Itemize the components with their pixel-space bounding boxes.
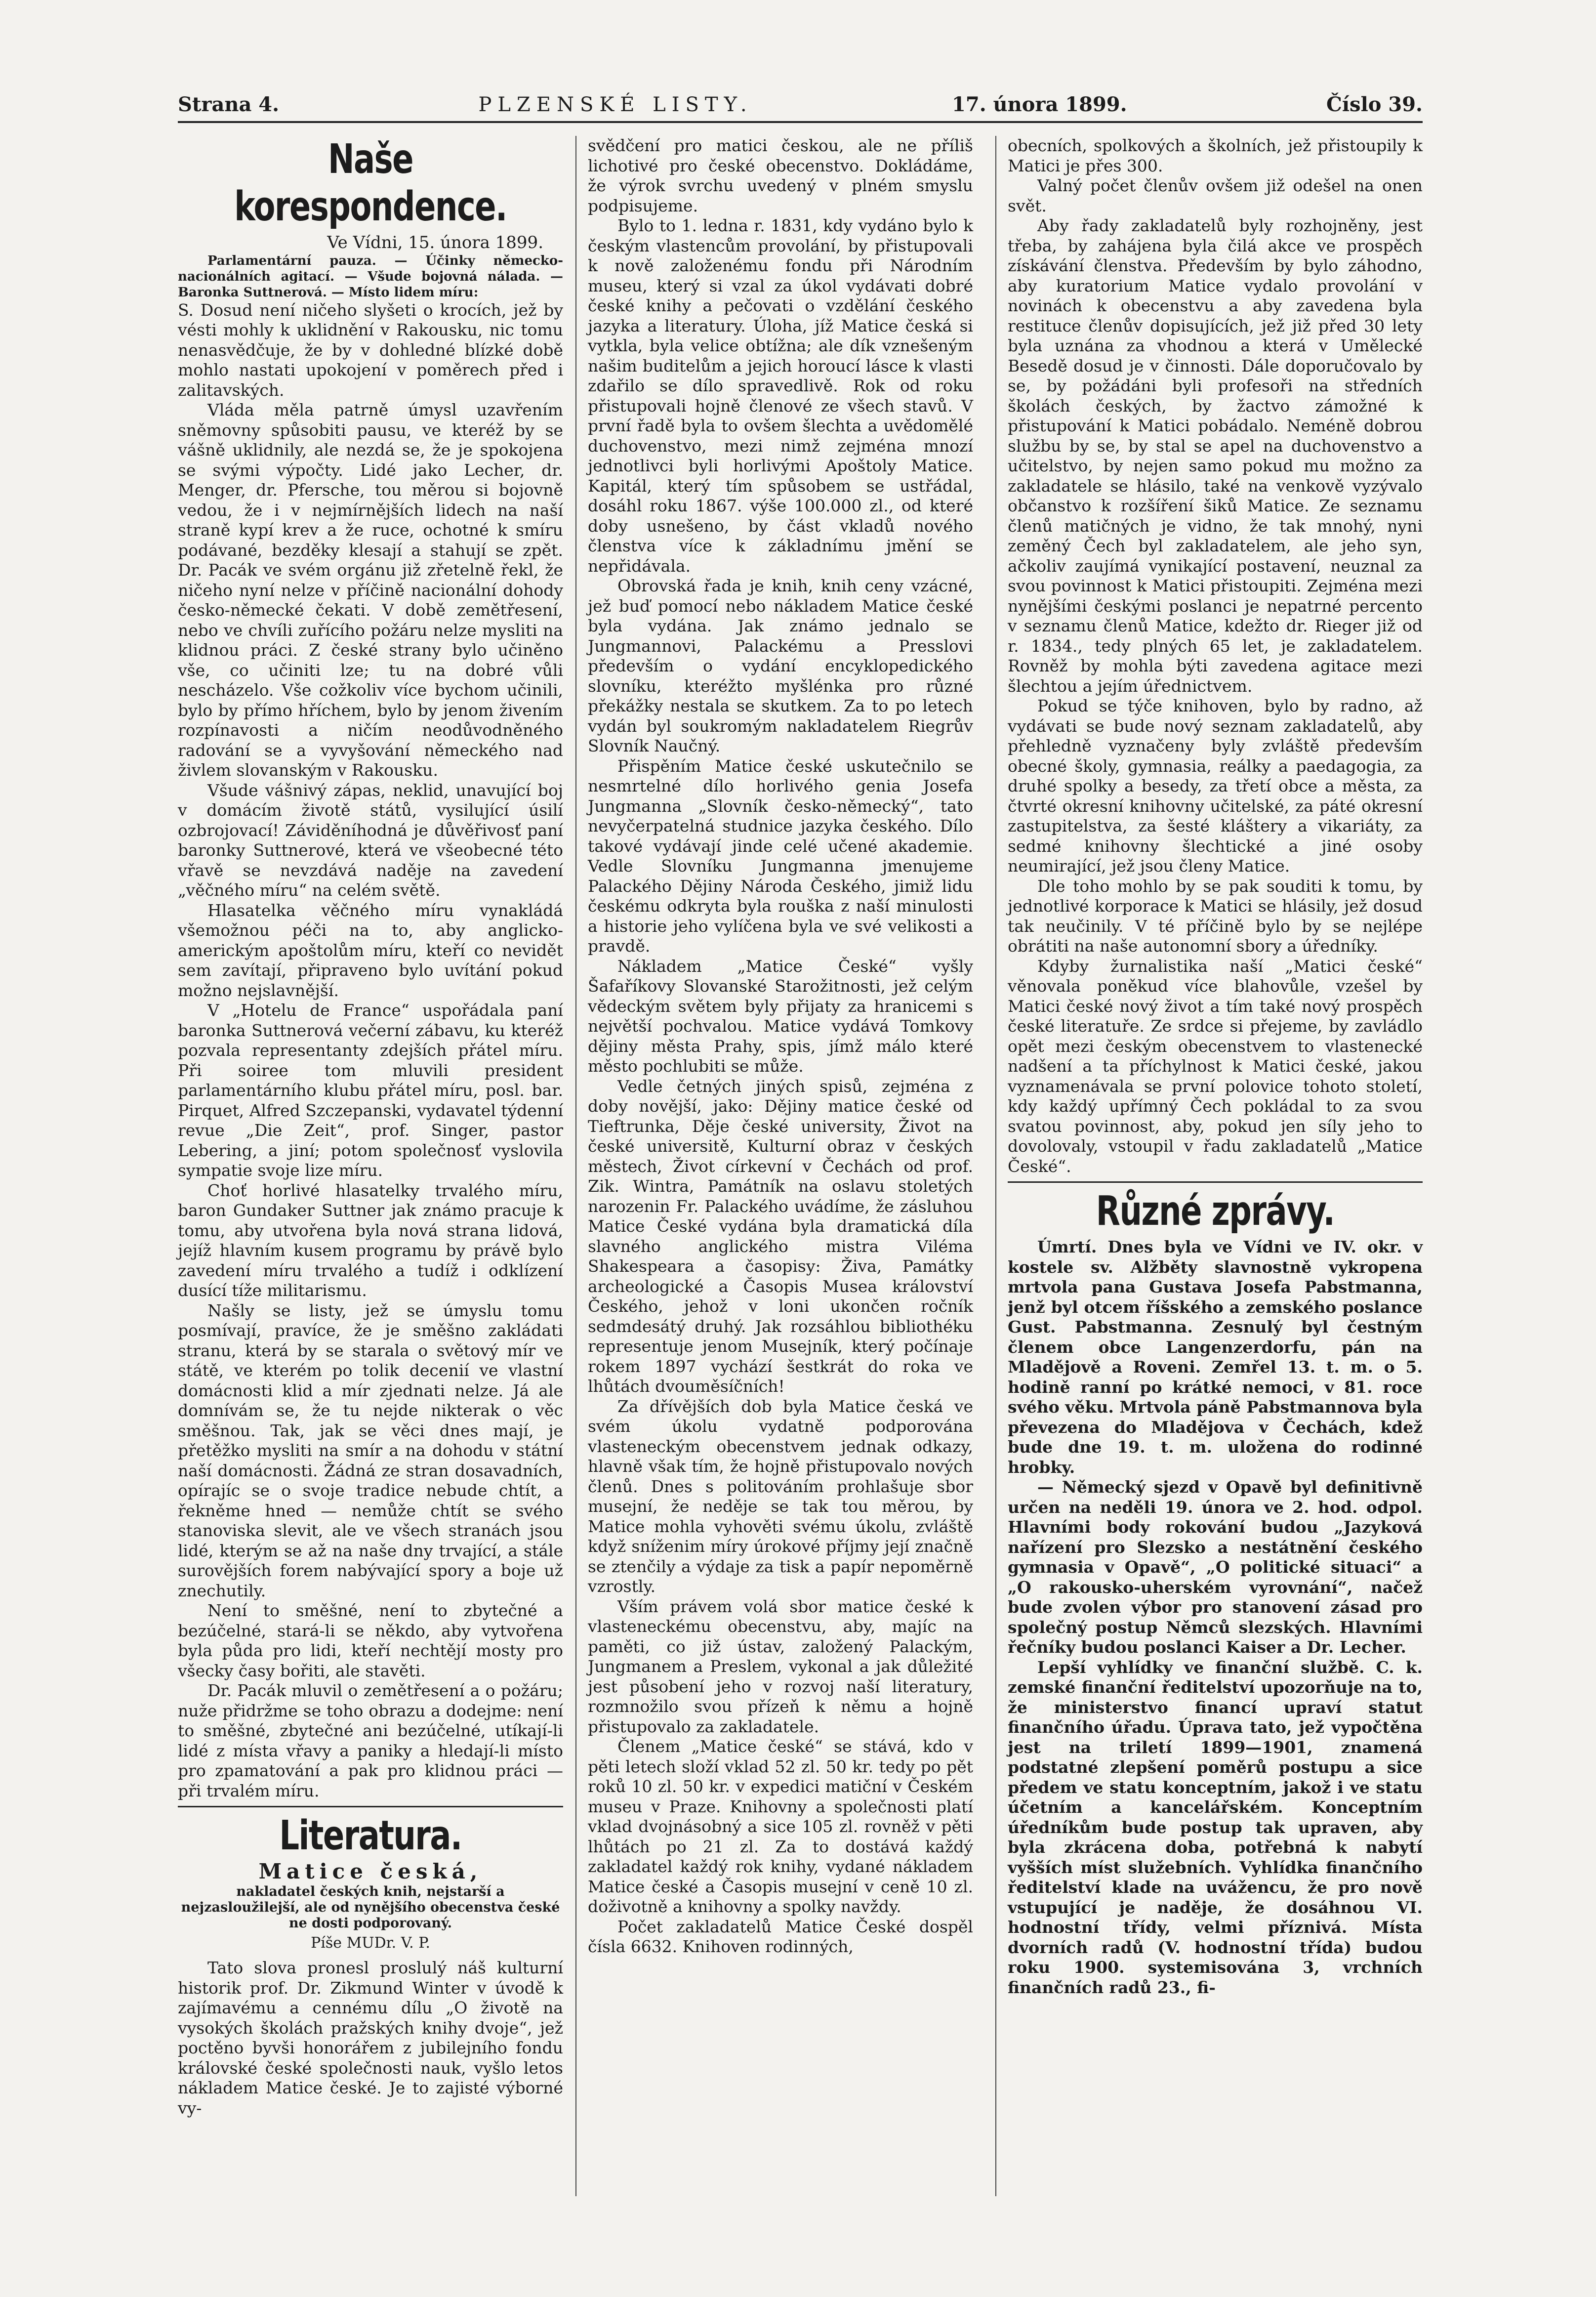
paragraph: Přispěním Matice české uskutečnilo se nesmrtelné dílo horlivého genia Josefa Jungmanna „Slovník česko-německý“, tato nevyčerpatelná studnice jazyka českého. Dílo takové vydávají jinde celé učené akademie. Vedle Slovníku Jungmanna jmenujeme Palackého Dějiny Národa Českého, jimiž lidu českému odkryta byla rouška z naší minulosti a historie jeho vylíčena byla ve své velikosti a pravdě. <box>588 756 973 956</box>
paragraph: Hlasatelka věčného míru vynakládá všemožnou péči na to, aby anglicko-americkým apoštolům míru, kteří co nevidět sem zavítají, připraveno bylo uvítání pokud možno nejslavnější. <box>178 900 563 1000</box>
paragraph: Valný počet členův ovšem již odešel na onen svět. <box>1008 176 1423 215</box>
column-rule <box>575 136 576 2196</box>
column-2 <box>588 136 973 1957</box>
paragraph: Aby řady zakladatelů byly rozhojněny, jest třeba, by zahájena byla čilá akce ve prospěch získávání členstva. Především by bylo záhodno, aby kuratorium Matice vydalo provolání v novinách k obecenstvu a aby zavedena byla restituce členův dopisujících, jež již před 30 lety byla uznána za vhodnou a která v Umělecké Besedě dosud je v činnosti. Dále doporučovalo by se, by požádáni byli profesoři na středních školách českých, by žactvo zámožné k přistupování k Matici pobádalo. Neméně dobrou službu by se, by stal se apel na duchovenstvo a učitelstvo, by nejen samo pokud mu možno za zakladatele se hlásilo, také na venkově vyzývalo občanstvo k rozšíření šiků Matice. Ze seznamu členů matičných je vidno, že tak mnohý, nyni zeměný Čech byl zakladatelem, ale jeho syn, ačkoliv zaujímá vynikající postavení, neuznal za svou povinnost k Matici přistoupiti. Zejména mezi nynějšími českými poslanci je nepatrné percento v seznamu členů Matice, kdežto dr. Rieger již od r. 1834., tedy plných 65 let, je zakladatelem. Rovněž by mohla býti zavedena agitace mezi šlechtou a jejím úřednictvem. <box>1008 216 1423 696</box>
paragraph: Pokud se týče knihoven, bylo by radno, až vydávati se bude nový seznam zakladatelů, aby přehledně vyznačeny byly zvláště především obecné školy, gymnasia, reálky a paedagogia, za druhé spolky a besedy, za třetí obce a města, za čtvrté okresní knihovny učitelské, za páté okresní zastupitelstva, za šesté kláštery a vikariáty, za sedmé knihovny šlechtické a jiné osoby neumirající, jež jsou členy Matice. <box>1008 696 1423 876</box>
article-summary: Parlamentární pauza. — Účinky německo-nacionálních agitací. — Všude bojovná nálada. — Baronka Suttnerová. — Místo lidem míru: <box>178 253 563 300</box>
paragraph: Obrovská řada je knih, knih ceny vzácné, jež buď pomocí nebo nákladem Matice české byla vydána. Jak známo jednalo se Jungmannovi, Palackému a Presslovi především o vydání encyklopedického slovníku, kteréžto myšlénka pro různé překážky nestala se skutkem. Za to po letech vydán byl soukromým nakladatelem Riegrův Slovník Naučný. <box>588 576 973 755</box>
section-heading-korespondence: Naše korespondence. <box>234 136 507 230</box>
section-heading-zpravy: Různé zprávy. <box>1096 1188 1335 1235</box>
newspaper-page <box>178 86 1423 2211</box>
paragraph: Vším právem volá sbor matice české k vlasteneckému obecenstvu, aby, majíc na paměti, co již ústav, založený Palackým, Jungmanem a Preslem, vykonal a jak důležité jest působení jeho v rozvoj naší literatury, rozmnožilo svou přízeň k němu a hojně přistupovalo za zakladatele. <box>588 1596 973 1736</box>
issue-date: 17. února 1899. <box>952 93 1127 116</box>
paragraph: Počet zakladatelů Matice České dospěl čísla 6632. Knihoven rodinných, <box>588 1917 973 1956</box>
dateline: Ve Vídni, 15. února 1899. <box>327 233 543 252</box>
paragraph: obecních, spolkových a školních, jež přistoupily k Matici je přes 300. <box>1008 136 1423 175</box>
paragraph: Našly se listy, jež se úmyslu tomu posmívají, pravíce, že je směšno zakládati stranu, která by se starala o světový mír ve státě, ve kterém po tolik decenií ve vlastní domácnosti klid a mír zjednati nelze. Já ale domnívám se, že tu nejde nikterak o věc směšnou. Tak, jak se věci dnes mají, je přetěžko mysliti na smír a na dohodu v státní naší domácnosti. Žádná ze stran dosavadních, opírajíc se o svoje tradice nebude chtít, a řekněme hned — nemůže chtít se svého stanoviska slevit, ale ve všech stranách jsou lidé, kterým se až na naše dny trvající, a stále surovějších forem nabývající spory a boje už znechutily. <box>178 1300 563 1600</box>
paragraph: Není to směšné, není to zbytečné a bezúčelné, stará-li se někdo, aby vytvořena byla půda pro lidi, kteří nechtějí mosty pro všecky časy bořiti, ale stavěti. <box>178 1601 563 1680</box>
paragraph: Vláda měla patrně úmysl uzavřením sněmovny spůsobiti pausu, ve kteréž by se vášně uklidnily, ale nezdá se, že je spokojena se svými výpočty. Lidé jako Lecher, dr. Menger, dr. Pfersche, tou měrou si bojovně vedou, že i v nejmírnějších lidech na naší straně kypí krev a že ruce, ochotné k smíru podávané, bezděky klesají a stahují se zpět. Dr. Pacák ve svém orgánu již zřetelně řekl, že ničeho nyní nelze v příčině nacionální dohody česko-německé čekati. V době zemětřesení, nebo ve chvíli zuřícího požáru nelze mysliti na klidnou práci. Z české strany bylo učiněno vše, co učiniti lze; tu na dobré vůli nescházelo. Vše cožkoliv více bychom učinili, bylo by přímo hříchem, bylo by jenom živením rozpínavosti a ničím neodůvodněného radování se a vyvyšování německého nad živlem slovanským v Rakousku. <box>178 400 563 780</box>
paragraph: Tato slova pronesl proslulý náš kulturní historik prof. Dr. Zikmund Winter v úvodě k zajímavému a cennému dílu „O životě na vysokých školách pražských knihy dvoje“, jež poctěno byvši honorářem z jubilejního fondu královské české společnosti nauk, vyšlo letos nákladem Matice české. Je to zajisté výborné vy- <box>178 1958 563 2118</box>
paragraph: S. Dosud není ničeho slyšeti o krocích, jež by vésti mohly k uklidnění v Rakousku, nic tomu nenasvědčuje, že by v dohledné blízké době mohlo nastati upokojení v poměrech před i zalitavských. <box>178 300 563 400</box>
paragraph: Nákladem „Matice České“ vyšly Šafaříkovy Slovanské Starožitnosti, jež celým vědeckým světem byly přijaty za hranicemi s největší pochvalou. Matice vydává Tomkovy dějiny města Prahy, spis, jímž málo které město pochlubiti se může. <box>588 956 973 1076</box>
news-item: Úmrtí. Dnes byla ve Vídni ve IV. okr. v kostele sv. Alžběty slavnostně vykropena mrtvola pana Gustava Josefa Pabstmanna, jenž byl otcem říšského a zemského poslance Gust. Pabstmanna. Zesnulý byl čestným členem obce Langenzerdorfu, pán na Mladějově a Roveni. Zemřel 13. t. m. o 5. hodině ranní po krátké nemoci, v 81. roce svého věku. Mrtvola páně Pabstmannova byla převezena do Mladějova v Čechách, kdež bude dne 19. t. m. uložena do rodinné hrobky. <box>1008 1237 1423 1477</box>
paragraph: Členem „Matice české“ se stává, kdo v pěti letech složí vklad 52 zl. 50 kr. tedy po pět roků 10 zl. 50 kr. v expedici matiční v Českém museu v Praze. Knihovny a společnosti platí vklad dvojnásobný a sice 105 zl. rovněž v pěti lhůtách po 21 zl. Za to dostává každý zakladatel každý rok knihy, vydané nákladem Matice české a Časopis musejní v ceně 10 zl. doživotně a knihovny a spolky navždy. <box>588 1737 973 1916</box>
article-author: Píše MUDr. V. P. <box>311 1934 430 1952</box>
news-list <box>1008 1237 1423 1998</box>
paragraph: Dle toho mohlo by se pak souditi k tomu, by jednotlivé korporace k Matici se hlásily, jež dosud tak neučinily. V té příčině bylo by se nejlépe obrátiti na naše autonomní sbory a úředníky. <box>1008 876 1423 956</box>
paragraph: Bylo to 1. ledna r. 1831, kdy vydáno bylo k českým vlastencům provolání, by přistupovali k nově založenému fondu při Národním museu, který si vzal za úkol vydávati dobré české knihy a pečovati o vzdělání českého jazyka a literatury. Úloha, jíž Matice česká si vytkla, byla velice obtížna; ale dík vznešeným našim buditelům a jejich horoucí lásce k vlasti zdařilo se dílo spravedlivě. Rok od roku přistupovali hojně členové ze všech stavů. V první řadě byla to ovšem šlechta a uvědomělé duchovenstvo, mezi nimž zejména mnozí jednotlivci byli horlivými Apoštoly Matice. Kapitál, který tím spůsobem se ustřádal, dosáhl roku 1867. výše 100.000 zl., od které doby usnešeno, by část vkladů nového členstva více k základnímu jmění se nepřidávala. <box>588 216 973 576</box>
paragraph: svědčení pro matici českou, ale ne příliš lichotivé pro české obecenstvo. Dokládáme, že výrok svrchu uvedený v plném smyslu podpisujeme. <box>588 136 973 215</box>
masthead <box>178 86 1423 123</box>
section-divider <box>178 1806 563 1807</box>
issue-number: Číslo 39. <box>1326 93 1423 116</box>
article-note: nakladatel českých knih, nejstarší a nejzasloužilejší, ale od nynějšího obecenstva české ne dosti podporovaný. <box>181 1883 560 1931</box>
section-heading-literatura: Literatura. <box>279 1812 462 1859</box>
section-divider <box>1008 1181 1423 1183</box>
column-rule <box>995 136 996 2196</box>
paragraph: Všude vášnivý zápas, neklid, unavující boj v domácím životě států, vysilující úsilí ozbrojovací! Záviděníhodná je důvěřivosť paní baronky Suttnerové, která ve všeobecné této vřavě se nevzdává naděje na zavedení „věčného míru“ na celém světě. <box>178 780 563 900</box>
paragraph: Dr. Pacák mluvil o zemětřesení a o požáru; nuže přidržme se toho obrazu a dodejme: není to směšné, zbytečné ani bezúčelné, utíkají-li lidé z místa vřavy a paniky a hledají-li místo pro zpamatování a pak pro klidnou práci — při trvalém míru. <box>178 1681 563 1800</box>
article-subhead: Matice česká, <box>258 1859 483 1883</box>
page-number: Strana 4. <box>178 93 280 116</box>
paragraph: Vedle četných jiných spisů, zejména z doby novější, jako: Dějiny matice české od Tieftrunka, Děje české university, Život na české universitě, Kulturní obraz v českých městech, Život církevní v Čechách od prof. Zik. Wintra, Památník na oslavu stoletých narozenin Fr. Palackého uvádíme, že zásluhou Matice České vydána byla dramatická díla slavného anglického mistra Viléma Shakespeara a časopisy: Živa, Památky archeologické a Časopis Musea království Českého, jehož v loni ukončen ročník sedmdesátý druhý. Jak rozsáhlou bibliothéku representuje jenom Musejník, který počínaje rokem 1897 vychází šestkrát do roka ve lhůtách dvouměsíčních! <box>588 1076 973 1396</box>
paragraph: V „Hotelu de France“ uspořádala paní baronka Suttnerová večerní zábavu, ku kteréž pozvala representanty zdejších přátel míru. Při soiree tom mluvili president parlamentárního klubu přátel míru, posl. bar. Pirquet, Alfred Szczepanski, vydavatel týdenní revue „Die Zeit“, prof. Singer, pastor Lebering, a jiní; potom společnosť vyslovila sympatie svoje lize míru. <box>178 1001 563 1180</box>
column-3 <box>1008 136 1423 1998</box>
column-1 <box>178 136 563 2118</box>
paragraph: Choť horlivé hlasatelky trvalého míru, baron Gundaker Suttner jak známo pracuje k tomu, aby utvořena byla nová strana lidová, jejíž hlavním kusem programu by právě bylo zavedení míru trvalého a tudíž i odklízení dusící tíže militarismu. <box>178 1180 563 1300</box>
paper-title: PLZENSKÉ LISTY. <box>478 93 753 116</box>
news-item: — Německý sjezd v Opavě byl definitivně určen na neděli 19. února ve 2. hod. odpol. Hlavními body rokování budou „Jazyková nařízení pro Slezsko a nestátnění českého gymnasia v Opavě“, „O politické situaci“ a „O rakousko-uherském vyrovnání“, načež bude zvolen výbor pro stanovení zásad pro společný postup Němců slezských. Hlavními řečníky budou poslanci Kaiser a Dr. Lecher. <box>1008 1477 1423 1657</box>
paragraph: Kdyby žurnalistika naší „Matici české“ věnovala poněkud více blahovůle, vzešel by Matici české nový život a tím také nový prospěch české literatuře. Ze srdce si přejeme, by zavládlo opět mezi českým obecenstvem to vlastenecké nadšení a ta příchylnost k Matici české, jakou vyznamenávala se první polovice tohoto století, kdy každý upřímný Čech pokládal to za svou svatou povinnost, aby, pokud jen síly jeho to dovolovaly, vstoupil v řadu zakladatelů „Matice České“. <box>1008 956 1423 1176</box>
news-item: Lepší vyhlídky ve finanční službě. C. k. zemské finanční ředitelství upozorňuje na to, že ministerstvo financí upraví statut finančního úřadu. Úprava tato, jež vypočtěna jest na triletí 1899—1901, znamená podstatné zlepšení poměrů postupu a sice předem ve statu konceptním, jakož i ve statu účetním a kancelářském. Konceptním úředníkům bude postup tak upraven, aby byla zkrácena doba, potřebná k nabytí vyšších míst služebních. Vyhlídka finančního ředitelství klade na uvážencu, že pro nově vstupující je naděje, že dosáhnou VI. hodnostní třídy, velmi příznivá. Místa dvorních radů (V. hodnostní třída) budou roku 1900. systemisována 3, vrchních finančních radů 23., fi- <box>1008 1657 1423 1997</box>
paragraph: Za dřívějších dob byla Matice česká ve svém úkolu vydatně podporována vlasteneckým obecenstvem jednak odkazy, hlavně však tím, že hojně přistupovalo nových členů. Dnes s politováním prohlašuje sbor musejní, že neděje se tak tou měrou, by Matice mohla vyhověti svému úkolu, zvláště když sníženim míry úrokové příjmy její značně se ztenčily a výdaje za tisk a papír nepoměrně vzrostly. <box>588 1396 973 1596</box>
